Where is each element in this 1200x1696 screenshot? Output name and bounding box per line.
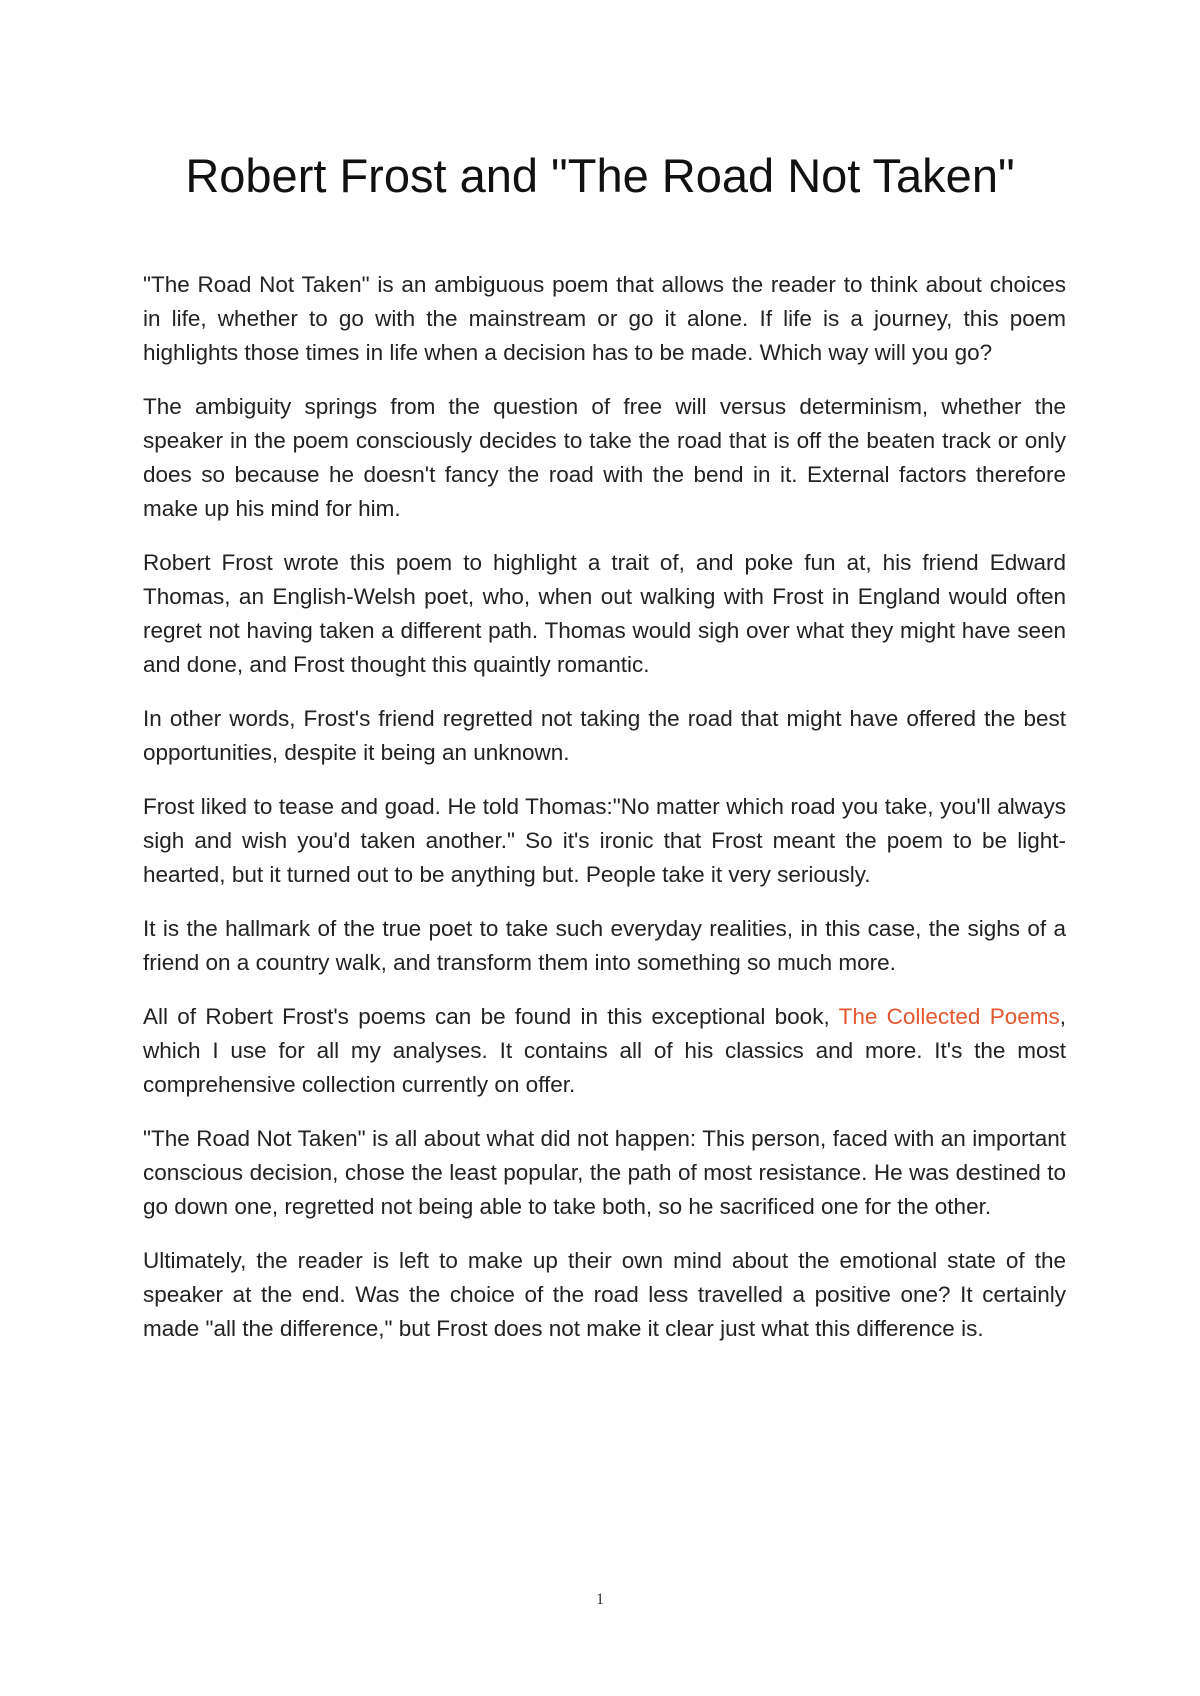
paragraph-edward-thomas: Robert Frost wrote this poem to highlight a trait of, and poke fun at, his friend Edward Thomas, an English-Welsh poet, who, when out walking with Frost in England would often regret not having taken a different path. Thomas would sigh over what they might have seen and done, and Frost thought this quaintly romantic. (143, 550, 1066, 677)
page-number: 1 (596, 1591, 604, 1608)
document-body (143, 268, 1066, 1366)
paragraph-tease-goad: Frost liked to tease and goad. He told Thomas:"No matter which road you take, you'll always sigh and wish you'd taken another." So it's ironic that Frost meant the poem to be light-hearted, but it turned out to be anything but. People take it very seriously. (143, 794, 1066, 887)
paragraph-ultimately: Ultimately, the reader is left to make up their own mind about the emotional state of the speaker at the end. Was the choice of the road less travelled a positive one? It certainly made "all the difference," but Frost does not make it clear just what this difference is. (143, 1248, 1066, 1341)
paragraph-hallmark: It is the hallmark of the true poet to take such everyday realities, in this case, the sighs of a friend on a country walk, and transform them into something so much more. (143, 916, 1066, 975)
collected-poems-text-after: , which I use for all my analyses. It contains all of his classics and more. It's the most comprehensive collection currently on offer. (143, 1004, 1066, 1097)
paragraph-ambiguity: The ambiguity springs from the question of free will versus determinism, whether the speaker in the poem consciously decides to take the road that is off the beaten track or only does so because he doesn't fancy the road with the bend in it. External factors therefore make up his mind for him. (143, 394, 1066, 521)
paragraph-intro: "The Road Not Taken" is an ambiguous poem that allows the reader to think about choices in life, whether to go with the mainstream or go it alone. If life is a journey, this poem highlights those times in life when a decision has to be made. Which way will you go? (143, 272, 1066, 365)
paragraph-collected-poems (143, 1000, 1066, 1102)
paragraph-other-words: In other words, Frost's friend regretted not taking the road that might have offered the best opportunities, despite it being an unknown. (143, 706, 1066, 765)
paragraph-what-did-not-happen: "The Road Not Taken" is all about what did not happen: This person, faced with an important conscious decision, chose the least popular, the path of most resistance. He was destined to go down one, regretted not being able to take both, so he sacrificed one for the other. (143, 1126, 1066, 1219)
collected-poems-link[interactable]: The Collected Poems (838, 1004, 1060, 1029)
document-title: Robert Frost and "The Road Not Taken" (185, 149, 1015, 202)
collected-poems-text-before: All of Robert Frost's poems can be found in this exceptional book, (143, 1004, 839, 1029)
